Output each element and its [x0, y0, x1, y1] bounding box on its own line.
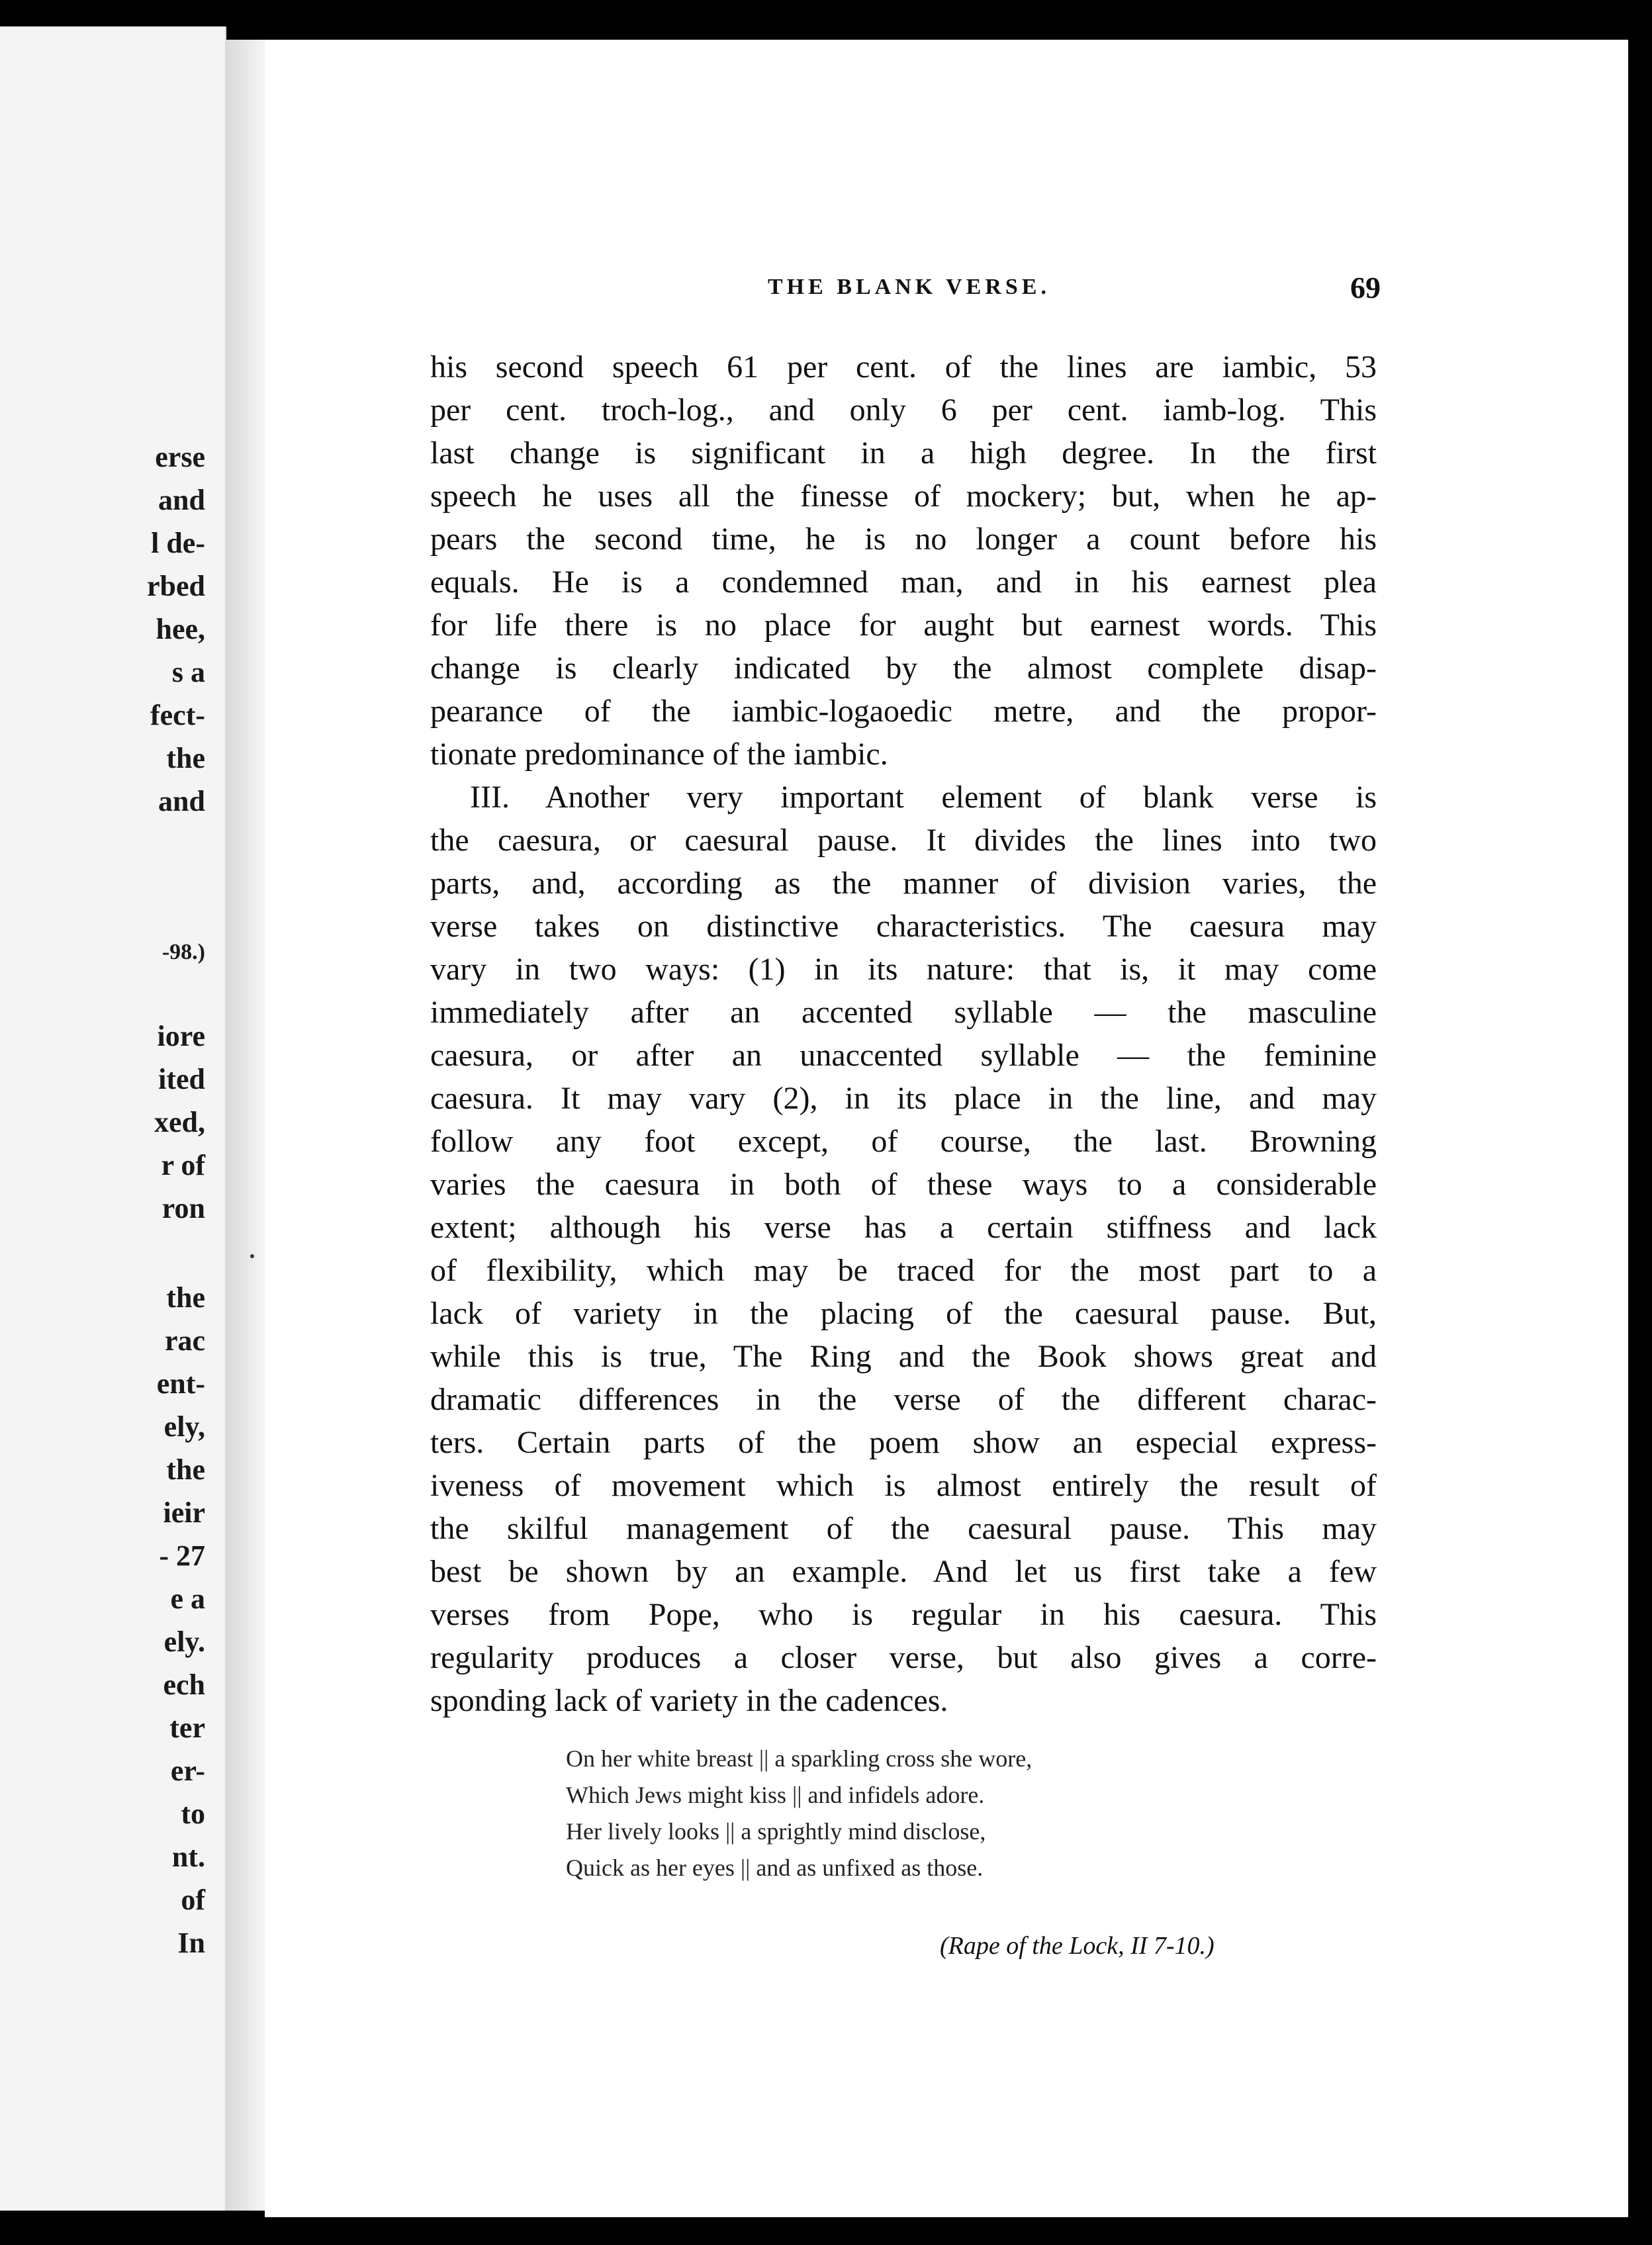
body-text-line: caesura, or after an unaccented syllable — the feminine [430, 1038, 1377, 1073]
body-text-line: best be shown by an example. And let us first take a few [430, 1554, 1377, 1589]
running-head: THE BLANK VERSE. [768, 275, 1050, 299]
body-text-line: speech he uses all the finesse of mockery; but, when he ap- [430, 479, 1377, 514]
body-text-line: for life there is no place for aught but earnest words. This [430, 608, 1377, 643]
left-text-fragment: the [166, 742, 205, 774]
body-text-line: his second speech 61 per cent. of the lines are iambic, 53 [430, 349, 1377, 385]
left-text-fragment: the [166, 1453, 205, 1486]
left-text-fragment: er- [170, 1755, 205, 1787]
body-text-line: equals. He is a condemned man, and in his earnest plea [430, 565, 1377, 600]
body-text-line: verses from Pope, who is regular in his caesura. This [430, 1597, 1377, 1632]
left-text-fragment: ron [161, 1192, 205, 1224]
left-text-fragment: In [177, 1927, 205, 1959]
left-text-fragment: ter [169, 1712, 205, 1744]
left-text-fragment: ely, [163, 1410, 205, 1443]
body-text-line: sponding lack of variety in the cadences. [430, 1683, 948, 1718]
body-text-line: pears the second time, he is no longer a count before his [430, 522, 1377, 557]
left-text-fragment: s a [171, 656, 205, 688]
verse-line: On her white breast || a sparkling cross she wore, [566, 1745, 1032, 1772]
left-text-fragment: -98.) [161, 940, 205, 964]
body-text-line: regularity produces a closer verse, but also gives a corre- [430, 1640, 1377, 1675]
facing-page-fragment [0, 26, 226, 2211]
left-text-fragment: of [181, 1884, 205, 1916]
body-text-line: verse takes on distinctive characteristics. The caesura may [430, 909, 1377, 944]
left-text-fragment: erse [155, 441, 205, 473]
body-text-line: lack of variety in the placing of the caesural pause. But, [430, 1296, 1377, 1331]
left-text-fragment: rbed [147, 570, 205, 602]
left-text-fragment: and [158, 785, 205, 817]
left-text-fragment: ech [163, 1669, 205, 1701]
verse-line: Quick as her eyes || and as unfixed as those. [566, 1855, 984, 1881]
body-text-line: parts, and, according as the manner of division varies, the [430, 866, 1377, 901]
left-text-fragment: ent- [156, 1367, 205, 1400]
left-text-fragment: iore [157, 1020, 205, 1052]
verse-line: Which Jews might kiss || and infidels adore. [566, 1782, 985, 1808]
left-text-fragment: ieir [163, 1496, 205, 1529]
left-text-fragment: - 27 [159, 1539, 205, 1572]
body-text-line: vary in two ways: (1) in its nature: that is, it may come [430, 952, 1377, 987]
body-text-line: of flexibility, which may be traced for the most part to a [430, 1253, 1377, 1288]
body-text-line: last change is significant in a high degree. In the first [430, 435, 1377, 471]
book-page [265, 40, 1628, 2217]
left-text-fragment: the [166, 1281, 205, 1314]
body-text-line: iveness of movement which is almost entirely the result of [430, 1468, 1377, 1503]
left-text-fragment: l de- [151, 527, 205, 559]
left-text-fragment: and [158, 484, 205, 516]
body-text-line: ters. Certain parts of the poem show an especial express- [430, 1425, 1377, 1460]
body-text-line: change is clearly indicated by the almost complete disap- [430, 651, 1377, 686]
body-text-line: follow any foot except, of course, the last. Browning [430, 1124, 1377, 1159]
left-text-fragment: xed, [154, 1106, 205, 1138]
left-text-fragment: ited [158, 1063, 205, 1095]
body-text-line: the caesura, or caesural pause. It divides the lines into two [430, 823, 1377, 858]
left-text-fragment: nt. [171, 1841, 205, 1873]
body-text-line: extent; although his verse has a certain stiffness and lack [430, 1210, 1377, 1245]
body-text-line: caesura. It may vary (2), in its place in the line, and may [430, 1081, 1377, 1116]
left-text-fragment: ely. [163, 1626, 205, 1658]
body-text-line: varies the caesura in both of these ways to a considerable [430, 1167, 1377, 1202]
body-text-line: per cent. troch-log., and only 6 per cent. iamb-log. This [430, 392, 1377, 428]
body-text-line: pearance of the iambic-logaoedic metre, and the propor- [430, 694, 1377, 729]
left-text-fragment: r of [161, 1149, 205, 1181]
quote-citation: (Rape of the Lock, II 7-10.) [940, 1932, 1215, 1960]
left-text-fragment: e a [170, 1582, 205, 1615]
verse-line: Her lively looks || a sprightly mind disclose, [566, 1818, 986, 1845]
page-number: 69 [1350, 271, 1381, 304]
left-text-fragment: hee, [156, 613, 205, 645]
body-text-line: immediately after an accented syllable — the masculine [430, 995, 1377, 1030]
body-text-line: the skilful management of the caesural pause. This may [430, 1511, 1377, 1546]
section-heading-line: III. Another very important element of blank verse is [470, 780, 1377, 815]
left-text-fragment: to [181, 1798, 205, 1830]
scan-speck [250, 1254, 254, 1258]
body-text-line: dramatic differences in the verse of the different charac- [430, 1382, 1377, 1417]
left-text-fragment: fect- [150, 699, 205, 731]
body-text-line: tionate predominance of the iambic. [430, 737, 888, 772]
left-text-fragment: rac [164, 1324, 205, 1357]
body-text-line: while this is true, The Ring and the Book shows great and [430, 1339, 1377, 1374]
